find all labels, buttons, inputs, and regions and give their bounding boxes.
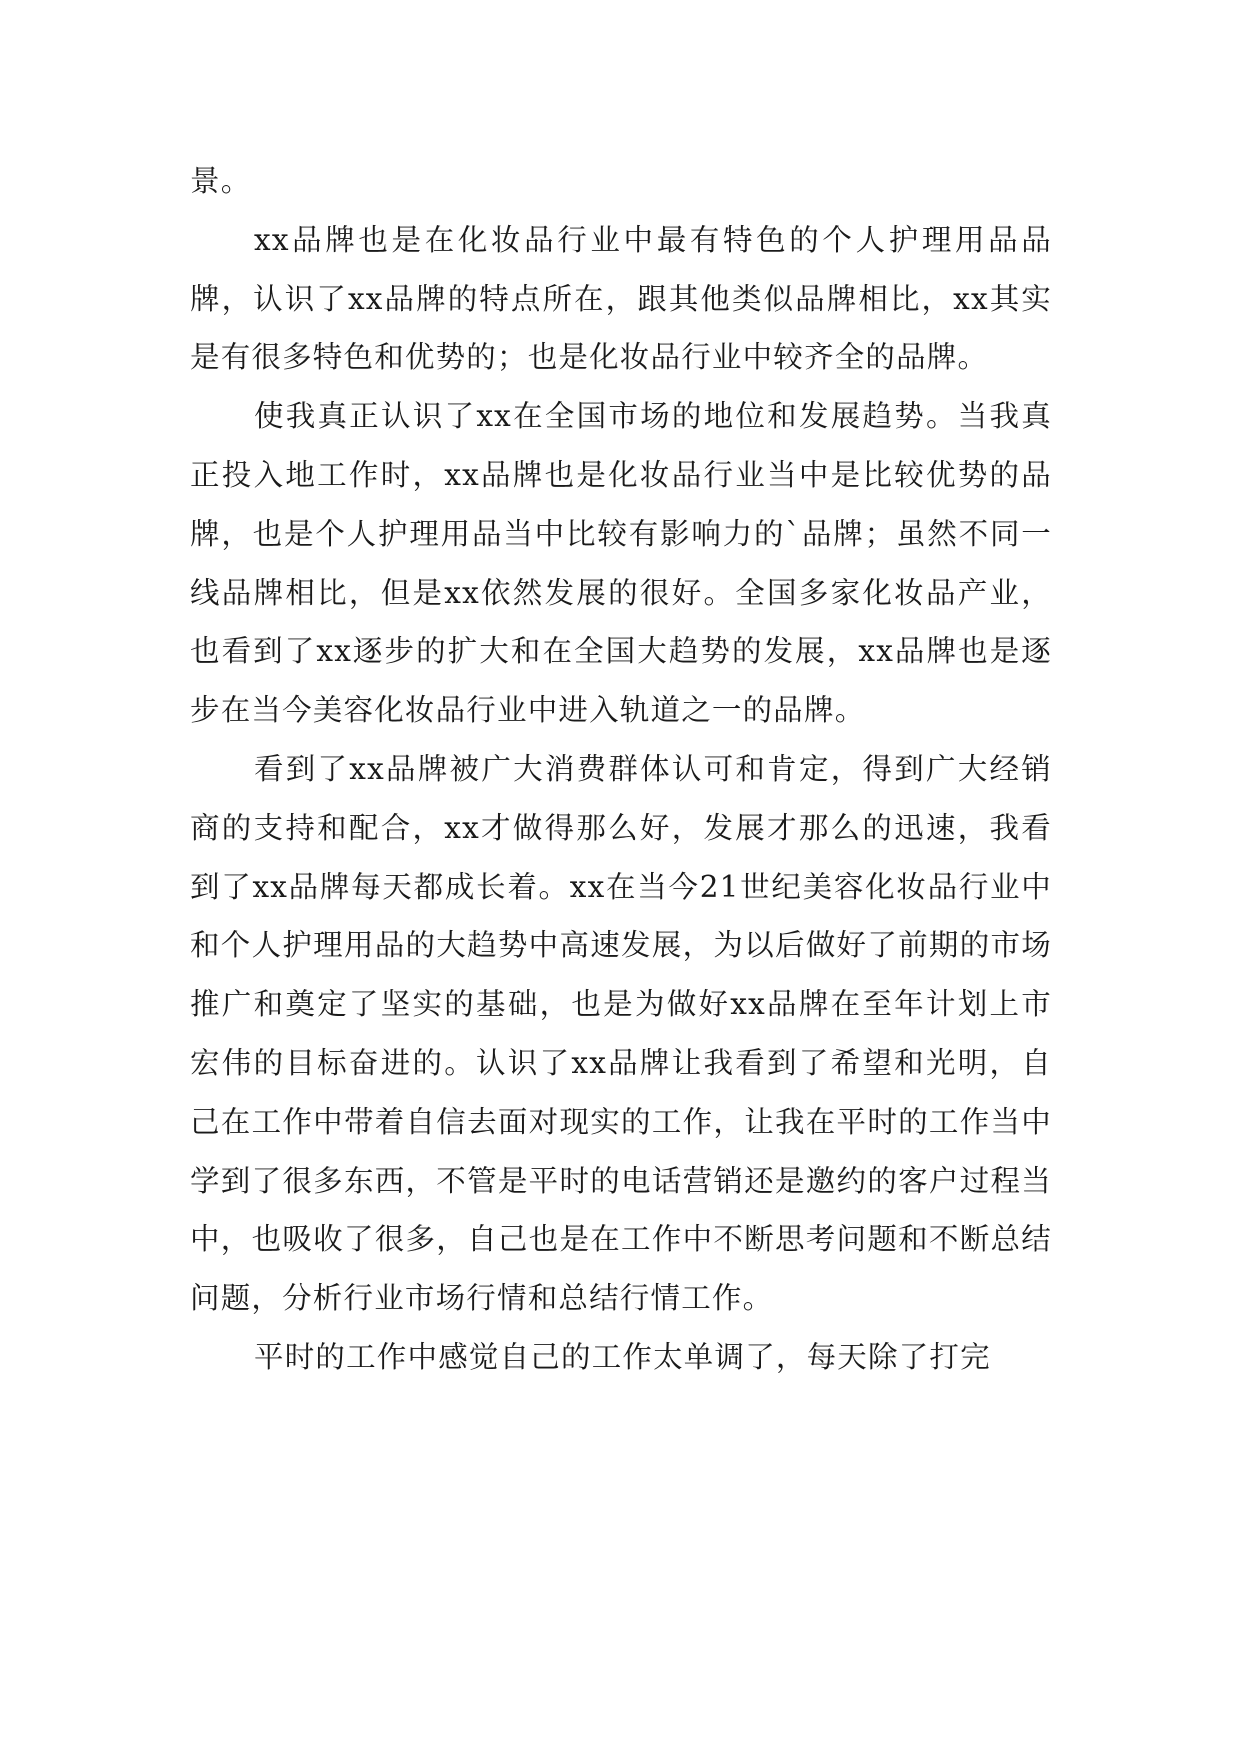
- paragraph-daily-work: 平时的工作中感觉自己的工作太单调了，每天除了打完: [254, 1339, 991, 1374]
- paragraph-continuation: 景。: [190, 164, 252, 198]
- paragraph-brand-features: xx品牌也是在化妆品行业中最有特色的个人护理用品品牌，认识了xx品牌的特点所在，跟其他类似品牌相比，xx其实是有很多特色和优势的；也是化妆品行业中较齐全的品牌。: [190, 222, 1052, 375]
- paragraph-market-position: 使我真正认识了xx在全国市场的地位和发展趋势。当我真正投入地工作时，xx品牌也是化妆品行业当中是比较优势的品牌，也是个人护理用品当中比较有影响力的`品牌；虽然不同一线品牌相比，但是xx依然发展的很好。全国多家化妆品产业，也看到了xx逐步的扩大和在全国大趋势的发展，xx品牌也是逐步在当今美容化妆品行业中进入轨道之一的品牌。: [190, 399, 1052, 728]
- document-body: [190, 152, 1052, 1387]
- paragraph-brand-growth: 看到了xx品牌被广大消费群体认可和肯定，得到广大经销商的支持和配合，xx才做得那么好，发展才那么的迅速，我看到了xx品牌每天都成长着。xx在当今21世纪美容化妆品行业中和个人护理用品的大趋势中高速发展，为以后做好了前期的市场推广和奠定了坚实的基础，也是为做好xx品牌在至年计划上市宏伟的目标奋进的。认识了xx品牌让我看到了希望和光明，自己在工作中带着自信去面对现实的工作，让我在平时的工作当中学到了很多东西，不管是平时的电话营销还是邀约的客户过程当中，也吸收了很多，自己也是在工作中不断思考问题和不断总结问题，分析行业市场行情和总结行情工作。: [190, 751, 1052, 1316]
